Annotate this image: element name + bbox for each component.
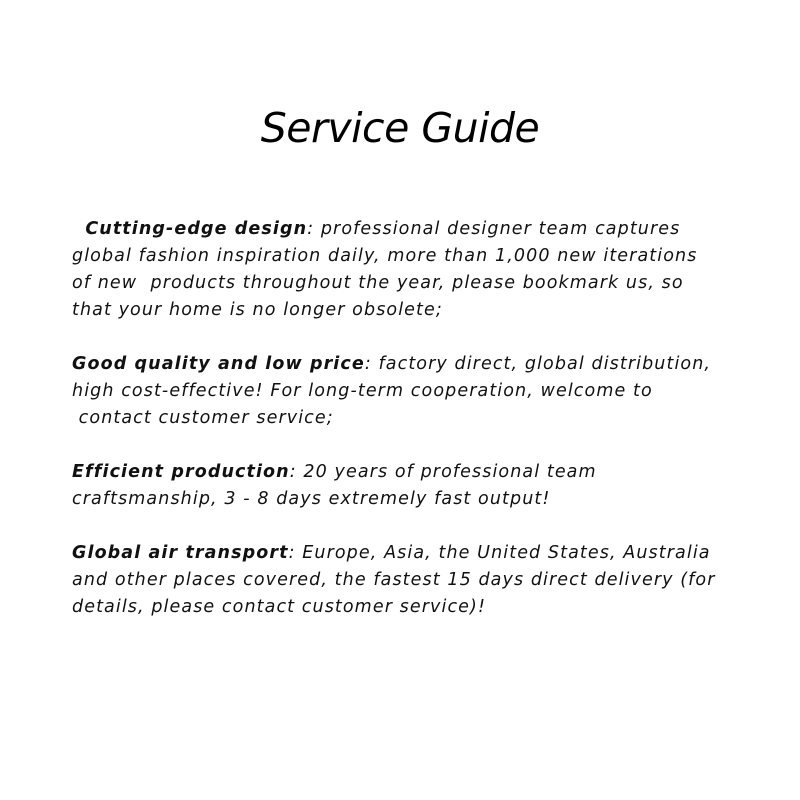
section-text-line: global fashion inspiration daily, more than 1,000 new iterations xyxy=(72,246,698,266)
section-global-air-transport xyxy=(72,540,732,621)
section-text-line: high cost-effective! For long-term cooperation, welcome to xyxy=(72,381,653,401)
section-text-line: of new products throughout the year, please bookmark us, so xyxy=(72,273,684,293)
section-first-line xyxy=(72,351,732,378)
section-cutting-edge-design xyxy=(72,216,732,324)
section-text-line: and other places covered, the fastest 15 days direct delivery (for xyxy=(72,570,716,590)
section-heading: Efficient production xyxy=(72,462,290,482)
section-first-line xyxy=(72,216,732,243)
section-efficient-production xyxy=(72,459,732,513)
section-text-line: details, please contact customer service)! xyxy=(72,597,487,617)
section-heading: Good quality and low price xyxy=(72,354,365,374)
section-heading: Cutting-edge design xyxy=(85,219,308,239)
section-text-line: that your home is no longer obsolete; xyxy=(72,300,443,320)
page-title: Service Guide xyxy=(260,104,540,152)
section-lead xyxy=(72,219,85,239)
section-text-line: contact customer service; xyxy=(72,408,334,428)
section-text: : 20 years of professional team xyxy=(289,462,597,482)
section-text: : professional designer team captures xyxy=(307,219,681,239)
section-text: : Europe, Asia, the United States, Australia xyxy=(288,543,711,563)
section-heading: Global air transport xyxy=(72,543,289,563)
service-guide-content xyxy=(72,216,732,648)
section-text-line: craftsmanship, 3 - 8 days extremely fast output! xyxy=(72,489,551,509)
section-first-line xyxy=(72,459,732,486)
section-text: : factory direct, global distribution, xyxy=(364,354,712,374)
section-good-quality-low-price xyxy=(72,351,732,432)
section-first-line xyxy=(72,540,732,567)
